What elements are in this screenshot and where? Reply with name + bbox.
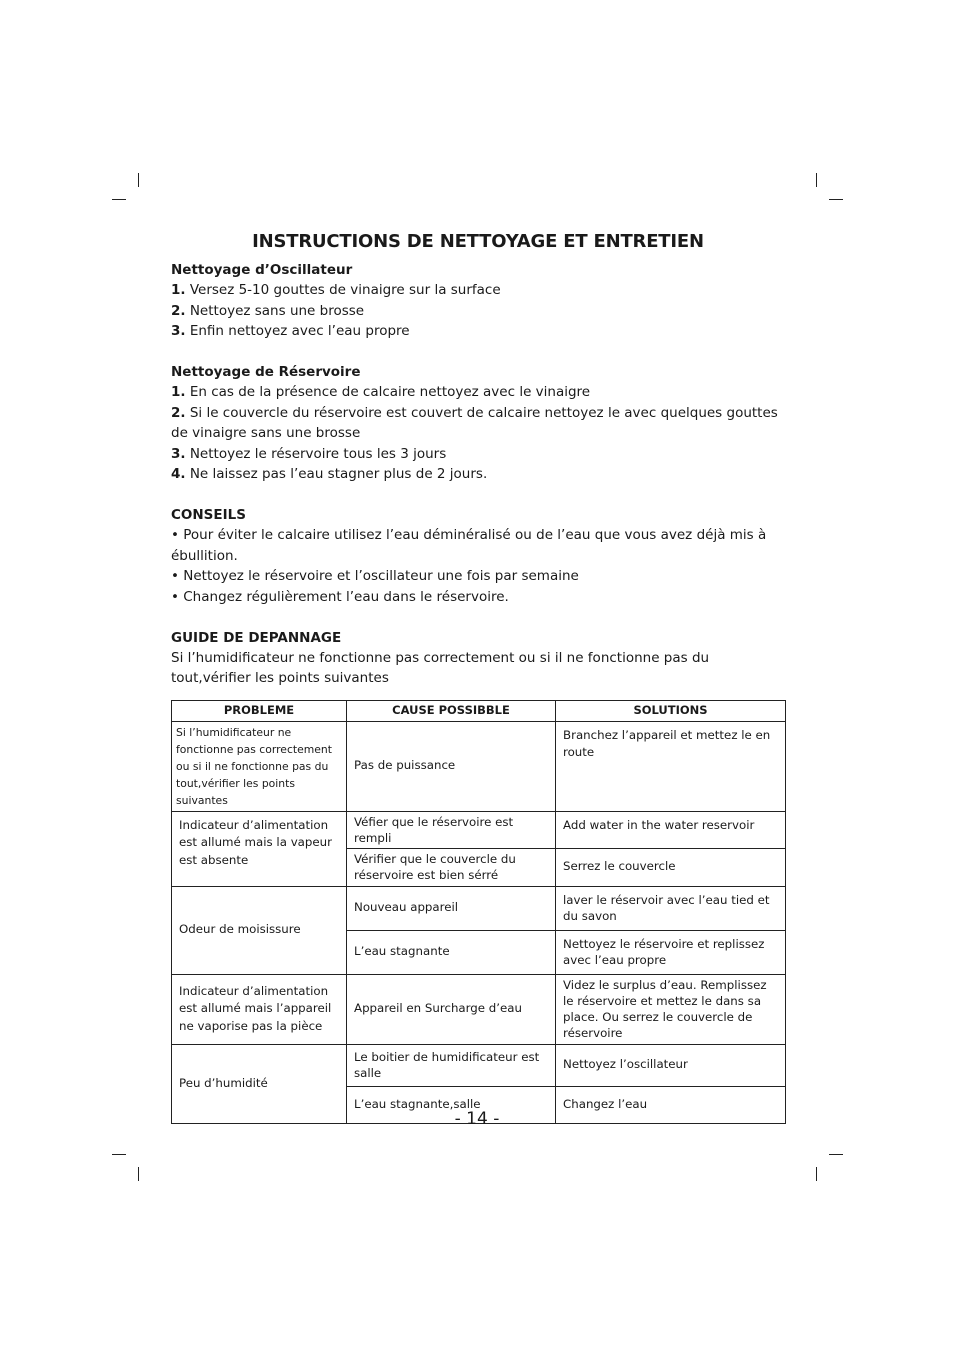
bullet-item: • Changez régulièrement l’eau dans le réservoire. bbox=[171, 588, 509, 605]
section-conseils bbox=[171, 505, 785, 607]
section-heading: CONSEILS bbox=[171, 507, 246, 523]
list-item: 1. Versez 5-10 gouttes de vinaigre sur la surface bbox=[171, 282, 501, 298]
crop-mark bbox=[138, 1167, 139, 1181]
cause-cell: Le boitier de humidificateur est salle bbox=[347, 1044, 556, 1086]
list-item: 3. Nettoyez le réservoire tous les 3 jours bbox=[171, 445, 447, 462]
crop-mark bbox=[112, 1154, 126, 1155]
section-reservoir bbox=[171, 362, 785, 485]
solution-cell: Serrez le couvercle bbox=[556, 848, 786, 886]
column-header: PROBLEME bbox=[172, 701, 347, 722]
cause-cell: L’eau stagnante,salle bbox=[347, 1086, 556, 1123]
section-guide bbox=[171, 628, 785, 689]
bullet-item: • Nettoyez le réservoire et l’oscillateur une fois par semaine bbox=[171, 568, 579, 584]
bullet-item: • Pour éviter le calcaire utilisez l’eau déminéralisé ou de l’eau que vous avez déjà mis à ébullition. bbox=[171, 527, 767, 564]
solution-cell: Changez l’eau bbox=[556, 1086, 786, 1123]
solution-cell: Branchez l’appareil et mettez le en route bbox=[556, 721, 786, 811]
list-item: 3. Enfin nettoyez avec l’eau propre bbox=[171, 323, 410, 339]
table-row bbox=[172, 721, 786, 811]
list-item: 2. Si le couvercle du réservoire est couvert de calcaire nettoyez le avec quelques gouttes de vinaigre sans une brosse bbox=[171, 404, 778, 441]
problem-cell: Indicateur d’alimentation est allumé mais la vapeur est absente bbox=[172, 811, 347, 886]
column-header: CAUSE POSSIBBLE bbox=[347, 701, 556, 722]
page-number: - 14 - bbox=[454, 1109, 500, 1129]
list-item: 2. Nettoyez sans une brosse bbox=[171, 302, 365, 319]
section-heading: GUIDE DE DEPANNAGE bbox=[171, 629, 342, 646]
crop-mark bbox=[829, 1154, 843, 1155]
problem-cell: Indicateur d’alimentation est allumé mais l’appareil ne vaporise pas la pièce bbox=[172, 974, 347, 1044]
list-item: 1. En cas de la présence de calcaire nettoyez avec le vinaigre bbox=[171, 384, 591, 400]
crop-mark bbox=[816, 1167, 817, 1181]
list-item: 4. Ne laissez pas l’eau stagner plus de 2 jours. bbox=[171, 466, 488, 482]
crop-mark bbox=[829, 199, 843, 200]
cause-cell: Pas de puissance bbox=[347, 721, 556, 811]
problem-cell: Si l’humidificateur ne fonctionne pas correctement ou si il ne fonctionne pas du tout,vérifier les points suivantes bbox=[172, 721, 347, 811]
crop-mark bbox=[816, 173, 817, 187]
cause-cell: Appareil en Surcharge d’eau bbox=[347, 974, 556, 1044]
section-heading: Nettoyage d’Oscillateur bbox=[171, 262, 353, 278]
solution-cell: laver le réservoir avec l’eau tied et du savon bbox=[556, 886, 786, 930]
solution-cell: Videz le surplus d’eau. Remplissez le réservoire et mettez le dans sa place. Ou serrez le couvercle de réservoire bbox=[556, 974, 786, 1044]
section-oscillateur bbox=[171, 260, 785, 342]
crop-mark bbox=[138, 173, 139, 187]
troubleshooting-table bbox=[171, 700, 786, 1124]
cause-cell: Nouveau appareil bbox=[347, 886, 556, 930]
table-row bbox=[172, 886, 786, 930]
table-header-row bbox=[172, 701, 786, 722]
table-row bbox=[172, 974, 786, 1044]
problem-cell: Odeur de moisissure bbox=[172, 886, 347, 974]
solution-cell: Add water in the water reservoir bbox=[556, 811, 786, 848]
cause-cell: Véfier que le réservoire est rempli bbox=[347, 811, 556, 848]
table-row bbox=[172, 1044, 786, 1086]
problem-cell: Peu d’humidité bbox=[172, 1044, 347, 1123]
page-content bbox=[171, 230, 785, 709]
column-header: SOLUTIONS bbox=[556, 701, 786, 722]
solution-cell: Nettoyez l’oscillateur bbox=[556, 1044, 786, 1086]
cause-cell: L’eau stagnante bbox=[347, 930, 556, 974]
solution-cell: Nettoyez le réservoire et replissez avec l’eau propre bbox=[556, 930, 786, 974]
guide-intro: Si l’humidificateur ne fonctionne pas correctement ou si il ne fonctionne pas du tout,vérifier les points suivantes bbox=[171, 649, 710, 686]
page-title: INSTRUCTIONS DE NETTOYAGE ET ENTRETIEN bbox=[252, 231, 704, 252]
table-row bbox=[172, 811, 786, 848]
cause-cell: Vérifier que le couvercle du réservoire est bien sérré bbox=[347, 848, 556, 886]
section-heading: Nettoyage de Réservoire bbox=[171, 364, 361, 380]
crop-mark bbox=[112, 199, 126, 200]
